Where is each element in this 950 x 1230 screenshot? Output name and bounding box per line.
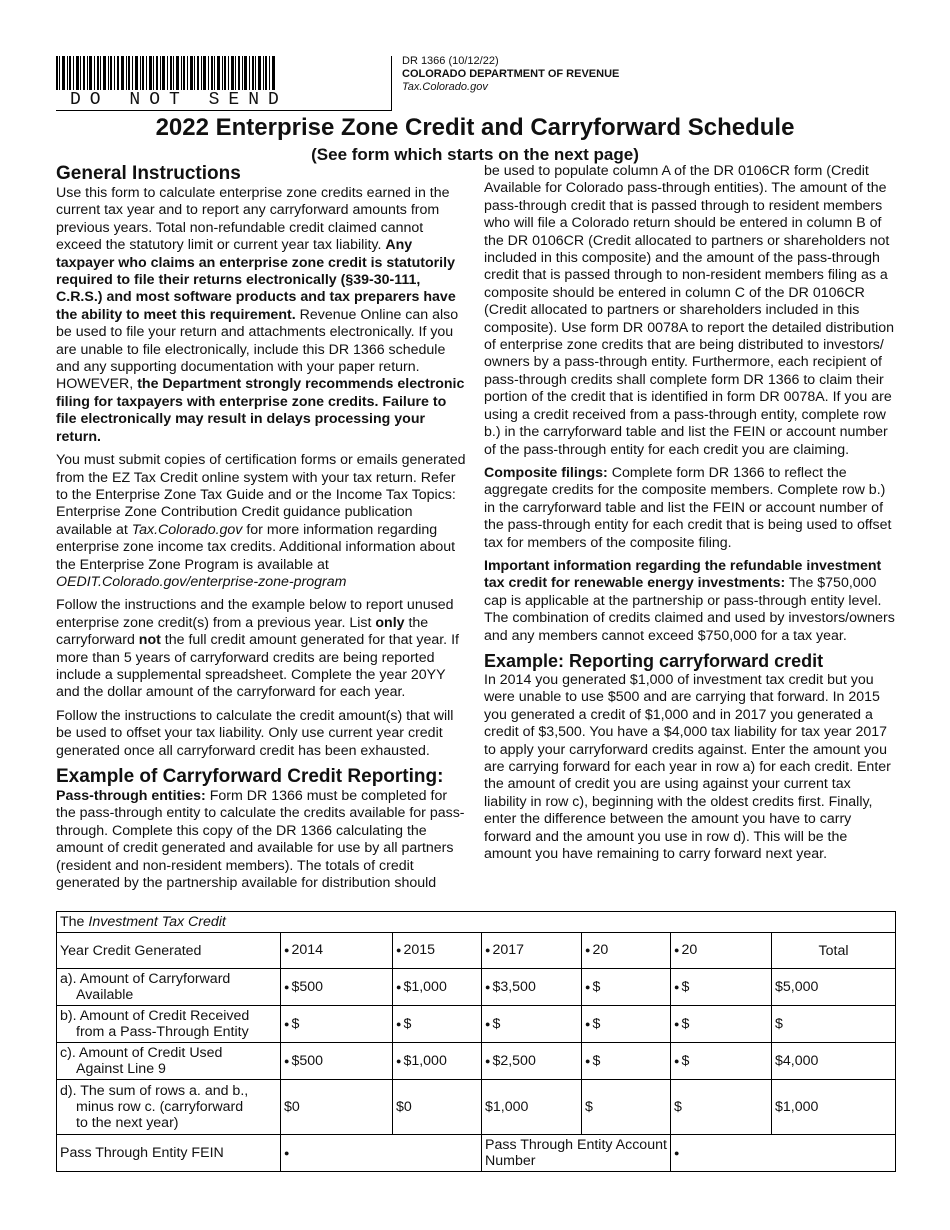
- table-row: [57, 933, 896, 969]
- page-subtitle: (See form which starts on the next page): [311, 145, 639, 164]
- total-header: Total: [772, 933, 896, 969]
- row-c-cell[interactable]: ● $1,000: [393, 1043, 482, 1080]
- instructions-paragraph-4: Follow the instructions to calculate the credit amount(s) that will be used to offset your tax liability. Only use current year credit generated once all carryforward credit has been exhausted.: [56, 707, 454, 759]
- do-not-send-label: DO NOT SEND: [70, 90, 288, 110]
- example-paragraph: In 2014 you generated $1,000 of investment tax credit but you were unable to use $500 and are carrying that forward. In 2015 you generated a credit of $1,000 and in 2017 you generated a credit of $3,500. You have a $4,000 tax liability for tax year 2017 to apply your carryforward credits against. Enter the amount you are carrying forward for each year in row a) for each credit. Enter the amount of credit you are using against your current tax liability in row c), beginning with the oldest credits first. Finally, enter the difference between the amount you have to carry forward and the amount you use in row d). This will be the amount you have remaining to carry forward next year.: [484, 671, 891, 863]
- row-b-cell[interactable]: ● $: [582, 1006, 671, 1043]
- row-a-cell[interactable]: ● $1,000: [393, 969, 482, 1006]
- row-b-cell[interactable]: ● $: [393, 1006, 482, 1043]
- table-caption: The Investment Tax Credit: [57, 912, 896, 933]
- row-b-cell[interactable]: ● $: [281, 1006, 393, 1043]
- left-column: [56, 163, 468, 898]
- row-a-cell[interactable]: ● $: [582, 969, 671, 1006]
- row-b-label: b). Amount of Credit Received from a Pass-Through Entity: [57, 1006, 281, 1043]
- instructions-paragraph-3: Follow the instructions and the example below to report unused enterprise zone credit(s) from a previous year. List only the carryforward not the full credit amount generated for that year. If more than 5 years of carryforward credits are being reported include a supplemental spreadsheet. Complete the year 20YY and the dollar amount of the carryforward for each year.: [56, 597, 459, 701]
- row-d-cell[interactable]: $0: [281, 1080, 393, 1135]
- row-a-cell[interactable]: ● $3,500: [482, 969, 582, 1006]
- year-cell[interactable]: ● 20: [671, 933, 772, 969]
- table-caption-row: [57, 912, 896, 933]
- fein-input[interactable]: [281, 1135, 482, 1172]
- row-d-cell[interactable]: $0: [393, 1080, 482, 1135]
- row-c-cell[interactable]: ● $2,500: [482, 1043, 582, 1080]
- table-row: [57, 1006, 896, 1043]
- table-row: [57, 1043, 896, 1080]
- right-paragraph-1: be used to populate column A of the DR 0106CR form (Credit Available for Colorado pass-through entities). The amount of the pass-through credit that is passed through to resident members who will file a Colorado return should be entered in column B of the DR 0106CR (Credit allocated to partners or shareholders not included in this composite) and the amount of the pass-through credit that is passed through to non-resident members filing as a composite should be entered in column C of the DR 0106CR (Credit allocated to partners or shareholders included in this composite). Use form DR 0078A to report the detailed distribution of enterprise zone credits that are being distributed to investors/ owners by a pass-through entity. Furthermore, each recipient of pass-through credits shall complete form DR 1366 to claim their portion of the credit that is identified in form DR 0078A. If you are using a credit received from a pass-through entity, complete row b.) in the carryforward table and list the FEIN or account number of the pass-through entity for each credit you are claiming.: [484, 163, 895, 458]
- account-number-label: Pass Through Entity Account Number: [482, 1135, 671, 1172]
- row-c-cell[interactable]: ● $500: [281, 1043, 393, 1080]
- year-cell[interactable]: ● 2014: [281, 933, 393, 969]
- table-row: [57, 969, 896, 1006]
- row-b-total[interactable]: $: [772, 1006, 896, 1043]
- row-a-cell[interactable]: ● $: [671, 969, 772, 1006]
- instructions-paragraph-2: You must submit copies of certification forms or emails generated from the EZ Tax Credit online system with your tax return. Refer to the Enterprise Zone Tax Guide and or the Income Tax Topics: Enterprise Zone Contribution Credit guidance publication available at Tax.Colorado.gov for more information regarding enterprise zone income tax credits. Additional information about the Enterprise Zone Program is available at OEDIT.Colorado.gov/enterprise-zone-program: [56, 452, 466, 590]
- row-c-cell[interactable]: ● $: [582, 1043, 671, 1080]
- account-number-input[interactable]: [671, 1135, 896, 1172]
- row-d-cell[interactable]: $: [582, 1080, 671, 1135]
- example-heading: Example of Carryforward Credit Reporting:: [56, 766, 444, 787]
- row-b-cell[interactable]: ● $: [671, 1006, 772, 1043]
- year-cell[interactable]: ● 2017: [482, 933, 582, 969]
- example-reporting-heading: Example: Reporting carryforward credit: [484, 650, 824, 671]
- renewable-energy-paragraph: Important information regarding the refundable investment tax credit for renewable energy investments: The $750,000 cap is applicable at the partnership or pass-through entity level. The combination of credits claimed and used by investors/owners and any members cannot exceed $750,000 for a tax year.: [484, 557, 895, 644]
- page-title: 2022 Enterprise Zone Credit and Carryforward Schedule: [155, 114, 795, 141]
- row-d-cell[interactable]: $1,000: [482, 1080, 582, 1135]
- department-name: COLORADO DEPARTMENT OF REVENUE: [402, 68, 620, 80]
- year-cell[interactable]: ● 2015: [393, 933, 482, 969]
- header-vertical-divider: [391, 56, 392, 111]
- row-d-total[interactable]: $1,000: [772, 1080, 896, 1135]
- row-d-label: d). The sum of rows a. and b., minus row c. (carryforward to the next year): [57, 1080, 281, 1135]
- department-website: Tax.Colorado.gov: [402, 81, 488, 93]
- general-instructions-heading: General Instructions: [56, 163, 241, 184]
- row-a-total[interactable]: $5,000: [772, 969, 896, 1006]
- row-b-cell[interactable]: ● $: [482, 1006, 582, 1043]
- fein-label: Pass Through Entity FEIN: [57, 1135, 281, 1172]
- year-cell[interactable]: ● 20: [582, 933, 671, 969]
- table-row: [57, 1135, 896, 1172]
- row-c-cell[interactable]: ● $: [671, 1043, 772, 1080]
- barcode: [56, 56, 276, 90]
- row-a-cell[interactable]: ● $500: [281, 969, 393, 1006]
- row-c-label: c). Amount of Credit Used Against Line 9: [57, 1043, 281, 1080]
- composite-filings-paragraph: Composite filings: Complete form DR 1366 to reflect the aggregate credits for the composite members. Complete row b.) in the carryforward table and list the FEIN or account number of the pass-through entity for each credit that is being used to offset tax for members of the composite filing.: [484, 464, 892, 551]
- table-row: [57, 1080, 896, 1135]
- instructions-paragraph-1: Use this form to calculate enterprise zone credits earned in the current tax year and to report any carryforward amounts from previous years. Total non-refundable credit claimed cannot exceed the statutory limit or current year tax liability. Any taxpayer who claims an enterprise zone credit is statutorily required to file their returns electronically (§39-30-111, C.R.S.) and most software products and tax preparers have the ability to meet this requirement. Revenue Online can also be used to file your return and attachments electronically. If you are unable to file electronically, include this DR 1366 schedule and any supporting documentation with your paper return. HOWEVER, the Department strongly recommends electronic filing for taxpayers with enterprise zone credits. Failure to file electronically may result in delays processing your return.: [56, 185, 465, 445]
- year-label: Year Credit Generated: [57, 933, 281, 969]
- pass-through-paragraph: Pass-through entities: Form DR 1366 must be completed for the pass-through entity to calculate the credits available for pass-through. Complete this copy of the DR 1366 calculating the amount of credit generated and available for use by all partners (resident and non-resident members). The totals of credit generated by the partnership available for distribution should: [56, 788, 465, 892]
- row-a-label: a). Amount of Carryforward Available: [57, 969, 281, 1006]
- header-divider: [56, 110, 392, 111]
- row-d-cell[interactable]: $: [671, 1080, 772, 1135]
- right-column: [484, 163, 896, 869]
- form-id: DR 1366 (10/12/22): [402, 55, 499, 67]
- carryforward-table: [56, 911, 896, 1172]
- form-header-info: [402, 55, 619, 94]
- row-c-total[interactable]: $4,000: [772, 1043, 896, 1080]
